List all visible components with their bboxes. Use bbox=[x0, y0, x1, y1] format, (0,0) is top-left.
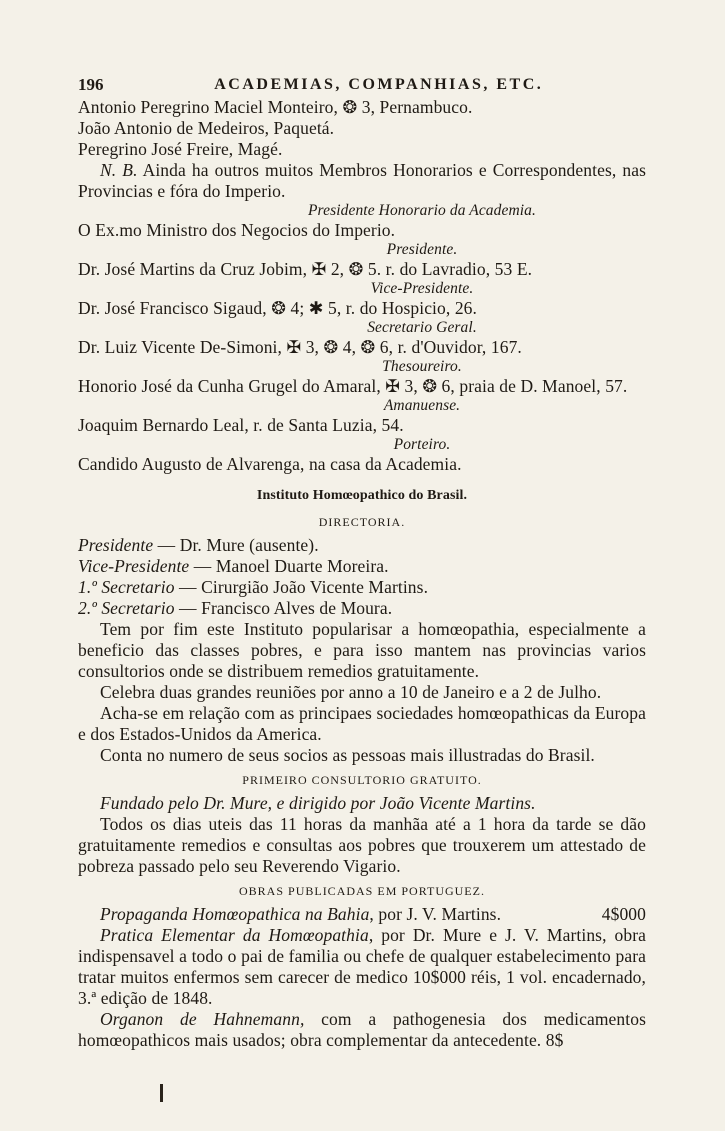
role-heading: Presidente Honorario da Academia. bbox=[307, 202, 537, 219]
role-heading: Secretario Geral. bbox=[367, 319, 477, 336]
role-heading: Presidente. bbox=[386, 241, 458, 258]
consultorio-heading: PRIMEIRO CONSULTORIO GRATUITO. bbox=[242, 773, 482, 787]
publication-price: 8$ bbox=[545, 1030, 564, 1050]
officer-entry: Honorio José da Cunha Grugel do Amaral, ✠ 3, ❂ 6, praia de D. Manoel, 57. bbox=[78, 376, 628, 396]
note-text: Ainda ha outros muitos Membros Honorarios e Correspondentes, nas Provincias e fóra do Imperio. bbox=[78, 160, 646, 201]
directoria-name: — Dr. Mure (ausente). bbox=[153, 535, 319, 555]
publication-title: Propaganda Homœopathica na Bahia bbox=[100, 904, 370, 924]
nb-label: N. B. bbox=[100, 160, 138, 180]
officer-entry: Dr. José Martins da Cruz Jobim, ✠ 2, ❂ 5. r. do Lavradio, 53 E. bbox=[78, 259, 533, 279]
page-content bbox=[78, 74, 646, 1051]
publication-details: com a pathogenesia dos medicamentos homœopathicos mais usados; obra complementar da antecedente. bbox=[78, 1009, 646, 1050]
instituto-paragraph: Conta no numero de seus socios as pessoas mais illustradas do Brasil. bbox=[100, 745, 595, 765]
role-heading: Porteiro. bbox=[393, 436, 451, 453]
instituto-paragraph: Tem por fim este Instituto popularisar a homœopathia, especialmente a beneficio das classes pobres, e para isso mantem nas provincias varios consultorios onde se distribuem remedios gratuitamente. bbox=[78, 619, 646, 681]
officer-entry: O Ex.mo Ministro dos Negocios do Imperio. bbox=[78, 220, 396, 240]
directoria-entry bbox=[78, 598, 646, 619]
directoria-role: Vice-Presidente bbox=[78, 556, 190, 576]
directoria-entry bbox=[78, 535, 646, 556]
member-entry: Antonio Peregrino Maciel Monteiro, ❂ 3, Pernambuco. bbox=[78, 97, 473, 117]
member-entry: Peregrino José Freire, Magé. bbox=[78, 139, 283, 159]
directoria-entry bbox=[78, 577, 646, 598]
role-heading: Vice-Presidente. bbox=[370, 280, 474, 297]
printer-mark bbox=[160, 1084, 163, 1102]
publication-title: Pratica Elementar da Homœopathia bbox=[100, 925, 369, 945]
officer-entry: Dr. Luiz Vicente De-Simoni, ✠ 3, ❂ 4, ❂ 6, r. d'Ouvidor, 167. bbox=[78, 337, 522, 357]
member-entry: João Antonio de Medeiros, Paquetá. bbox=[78, 118, 335, 138]
instituto-paragraph: Celebra duas grandes reuniões por anno a 10 de Janeiro e a 2 de Julho. bbox=[100, 682, 602, 702]
directoria-name: — Cirurgião João Vicente Martins. bbox=[174, 577, 429, 597]
directoria-role: Presidente bbox=[78, 535, 154, 555]
note-paragraph bbox=[78, 160, 646, 202]
running-title: ACADEMIAS, COMPANHIAS, ETC. bbox=[214, 76, 544, 93]
officer-entry: Dr. José Francisco Sigaud, ❂ 4; ✱ 5, r. do Hospicio, 26. bbox=[78, 298, 477, 318]
role-heading: Amanuense. bbox=[383, 397, 461, 414]
consultorio-founded: Fundado pelo Dr. Mure, e dirigido por João Vicente Martins. bbox=[100, 793, 536, 813]
publication-title: Organon de Hahnemann, bbox=[100, 1009, 305, 1029]
directoria-entry bbox=[78, 556, 646, 577]
directoria-role: 2.º Secretario bbox=[78, 598, 175, 618]
officer-entry: Joaquim Bernardo Leal, r. de Santa Luzia, 54. bbox=[78, 415, 404, 435]
officer-entry: Candido Augusto de Alvarenga, na casa da Academia. bbox=[78, 454, 462, 474]
publication-price: 4$000 bbox=[601, 904, 646, 924]
directoria-name: — Francisco Alves de Moura. bbox=[174, 598, 393, 618]
instituto-title: Instituto Homœopathico do Brasil. bbox=[256, 488, 468, 503]
obras-heading: OBRAS PUBLICADAS EM PORTUGUEZ. bbox=[239, 884, 485, 898]
publication-details: , por J. V. Martins. bbox=[369, 904, 502, 924]
directoria-name: — Manoel Duarte Moreira. bbox=[189, 556, 389, 576]
running-header bbox=[78, 74, 646, 95]
role-heading: Thesoureiro. bbox=[382, 358, 462, 375]
page-number: 196 bbox=[78, 75, 104, 94]
publication-entry bbox=[78, 1009, 646, 1051]
publication-entry bbox=[78, 904, 646, 925]
publication-entry bbox=[78, 925, 646, 1009]
publication-details: , por Dr. Mure e J. V. Martins, obra indispensavel a todo o pai de familia ou chefe de qualquer estabelecimento para tratar muitos enfermos sem carecer de medico 10$000 réis, 1 vol. encadernado, 3.ª edição de 1848. bbox=[78, 925, 646, 1008]
instituto-paragraph: Acha-se em relação com as principaes sociedades homœopathicas da Europa e dos Estados-Unidos da America. bbox=[78, 703, 646, 744]
directoria-heading: DIRECTORIA. bbox=[318, 515, 406, 529]
consultorio-text: Todos os dias uteis das 11 horas da manhãa até a 1 hora da tarde se dão gratuitamente remedios e consultas aos pobres que trouxerem um attestado de pobreza passado pelo seu Reverendo Vigario. bbox=[78, 814, 646, 876]
directoria-role: 1.º Secretario bbox=[78, 577, 175, 597]
publication-text bbox=[78, 904, 501, 925]
